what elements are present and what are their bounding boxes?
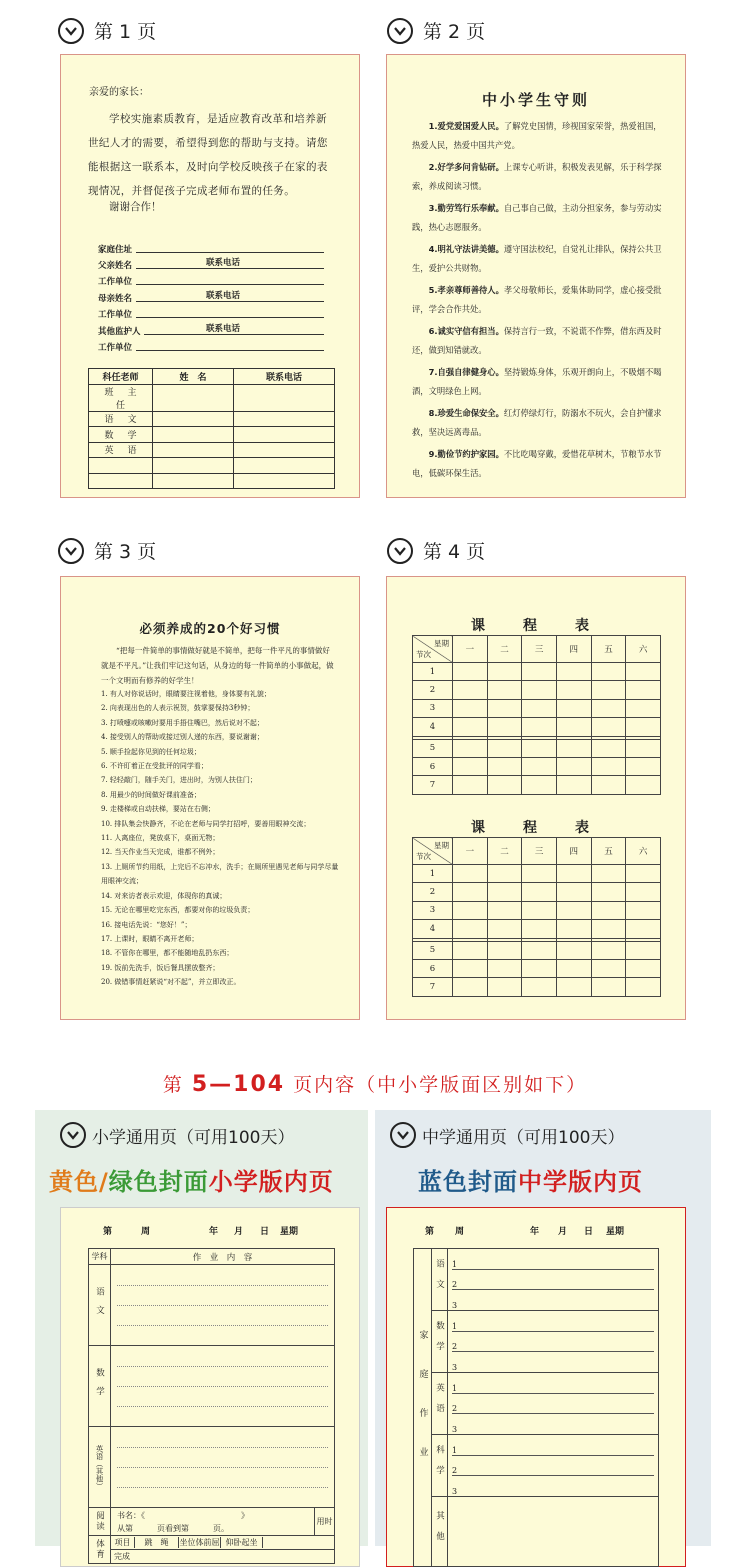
page-3 bbox=[60, 576, 360, 1020]
table-row: 3 bbox=[413, 699, 661, 717]
table-row: 7 bbox=[413, 776, 661, 794]
rule-item: 9.勤俭节约护家园。不比吃喝穿戴，爱惜花草树木，节粮节水节电，低碳环保生活。 bbox=[412, 449, 662, 478]
list-item: 20. 做错事情赶紧说“对不起”，并立即改正。 bbox=[101, 978, 241, 987]
page-3-header bbox=[58, 537, 156, 564]
table-row: 4 bbox=[413, 718, 661, 736]
field-work: 工作单位 bbox=[98, 337, 324, 353]
chevron-down-icon bbox=[387, 18, 413, 44]
chevron-down-icon bbox=[60, 1122, 86, 1148]
page-4-header bbox=[387, 537, 485, 564]
list-item: 9. 走楼梯或自动扶梯，要站在右侧； bbox=[101, 805, 215, 814]
habits-intro: “把每一件简单的事情做好就是不简单，把每一件平凡的事情做好就是不平凡。”让我们牢记这句话，从身边的每一件简单的小事做起，做一个文明而有修养的好学生！ bbox=[101, 646, 334, 685]
page-2-label: 第 2 页 bbox=[423, 21, 486, 43]
rule-item: 6.诚实守信有担当。保持言行一致，不说谎不作弊，借东西及时还，做到知错就改。 bbox=[412, 326, 662, 355]
field-work: 工作单位 bbox=[98, 304, 324, 320]
thanks: 谢谢合作！ bbox=[109, 201, 162, 213]
list-item: 19. 饭前先洗手，饭后餐具摆放整齐； bbox=[101, 963, 220, 972]
homework-table: 学科 作 业 内 容 语文 数学 英语（其他） 阅读 书名：《 》 从第 页看到第 页。 用时 体育 项目 跳 绳 坐位体前屈 仰卧起坐 完成 bbox=[88, 1248, 335, 1564]
list-item: 11. 人离座位，凳放桌下，桌面无物； bbox=[101, 834, 220, 843]
table-row: 2 bbox=[413, 681, 661, 699]
rules-title: 中小学生守则 bbox=[481, 91, 590, 109]
chevron-down-icon bbox=[390, 1122, 416, 1148]
field-mother: 母亲姓名 联系电话 bbox=[98, 288, 324, 304]
schedule-table: 星期 节次 一 二 三 四 五 六 1 2 3 4 5 6 7 bbox=[412, 837, 661, 997]
letter-body: 学校实施素质教育，是适应教育改革和培养新世纪人才的需要，希望得到您的帮助与支持。请您能根据这一联系本，及时向学校反映孩子在家的表现情况，并督促孩子完成老师布置的任务。 bbox=[88, 113, 328, 197]
primary-page bbox=[60, 1207, 360, 1567]
middle-page bbox=[386, 1207, 686, 1567]
list-item: 18. 不管你在哪里，都不能随地乱扔东西； bbox=[101, 949, 234, 958]
rule-item: 3.勤劳笃行乐奉献。自己事自己做，主动分担家务，参与劳动实践，热心志愿服务。 bbox=[412, 203, 662, 232]
rule-item: 7.自强自律健身心。坚持锻炼身体，乐观开朗向上，不吸烟不喝酒，文明绿色上网。 bbox=[412, 367, 662, 396]
page-1-label: 第 1 页 bbox=[94, 21, 157, 43]
list-item: 3. 打喷嚏或咳嗽时要用手捂住嘴巴，然后说对不起； bbox=[101, 718, 264, 727]
field-work: 工作单位 bbox=[98, 271, 324, 287]
table-row: 英语 bbox=[89, 442, 335, 458]
table-row bbox=[89, 473, 335, 489]
list-item: 14. 对来访者表示欢迎，体现你的真诚； bbox=[101, 891, 227, 900]
salutation: 亲爱的家长： bbox=[89, 87, 149, 98]
list-item: 10. 排队集会快静齐，不论在老师与同学打招呼，要善用眼神交流； bbox=[101, 819, 311, 828]
table-row: 3 bbox=[413, 901, 661, 919]
homework-table: 家庭作业 语文 1 2 3 数学 1 2 3 英语 1 2 3 科学 1 2 3 其他 bbox=[413, 1248, 659, 1567]
table-row: 语文 bbox=[89, 411, 335, 427]
schedule-table: 星期 节次 一 二 三 四 五 六 1 2 3 4 5 6 7 bbox=[412, 635, 661, 795]
section-banner: 第 5—104 页内容（中小学版面区别如下） bbox=[162, 1072, 588, 1097]
table-row: 4 bbox=[413, 920, 661, 938]
list-item: 1. 有人对你说话时，眼睛要注视着他，身体要有礼貌； bbox=[101, 690, 271, 698]
page-1-header bbox=[58, 17, 156, 44]
schedule-title: 课 程 表 bbox=[471, 618, 601, 634]
field-guardian: 其他监护人 联系电话 bbox=[98, 321, 324, 337]
field-address: 家庭住址 bbox=[98, 239, 324, 255]
table-row: 1 bbox=[413, 663, 661, 681]
list-item: 16. 接电话先说：“您好！”； bbox=[101, 920, 192, 929]
rule-item: 5.孝亲尊师善待人。孝父母敬师长，爱集体助同学，虚心接受批评，学会合作共处。 bbox=[412, 285, 662, 314]
table-row: 5 bbox=[413, 739, 661, 757]
table-row: 班主任 bbox=[89, 384, 335, 411]
middle-title: 中学通用页（可用100天） bbox=[390, 1122, 624, 1148]
rules-list bbox=[412, 117, 662, 486]
rule-item: 1.爱党爱国爱人民。了解党史国情，珍视国家荣誉，热爱祖国，热爱人民，热爱中国共产党。 bbox=[412, 121, 662, 150]
date-header: 第 周 年 月 日 星期 bbox=[425, 1227, 625, 1237]
schedule-title: 课 程 表 bbox=[471, 820, 601, 836]
page-4 bbox=[386, 576, 686, 1020]
habits-list bbox=[101, 687, 341, 990]
rule-item: 2.好学多问肯钻研。上课专心听讲，积极发表见解，乐于科学探索，养成阅读习惯。 bbox=[412, 162, 662, 191]
list-item: 6. 不许盯着正在受批评的同学看； bbox=[101, 762, 208, 771]
page-4-label: 第 4 页 bbox=[423, 541, 486, 563]
page-3-label: 第 3 页 bbox=[94, 541, 157, 563]
list-item: 2. 向表现出色的人表示祝贺，鼓掌要保持3秒钟； bbox=[101, 704, 255, 713]
table-row: 6 bbox=[413, 959, 661, 977]
list-item: 13. 上厕所节约用纸，上完后不忘冲水，洗手；在厕所里遇见老师与同学尽量用眼神交流； bbox=[101, 862, 339, 886]
list-item: 5. 顺手捡起你见到的任何垃圾； bbox=[101, 747, 201, 756]
page-1 bbox=[60, 54, 360, 498]
page-2-header bbox=[387, 17, 485, 44]
list-item: 17. 上课时，眼睛不离开老师； bbox=[101, 934, 199, 943]
chevron-down-icon bbox=[58, 18, 84, 44]
middle-cover-label: 蓝色封面中学版内页 bbox=[418, 1168, 643, 1196]
list-item: 7. 轻轻敲门，随手关门，进出时，为别人扶住门； bbox=[101, 776, 257, 785]
table-row: 数学 bbox=[89, 427, 335, 443]
rule-item: 8.珍爱生命保安全。红灯停绿灯行，防溺水不玩火，会自护懂求救，坚决远离毒品。 bbox=[412, 408, 662, 437]
chevron-down-icon bbox=[58, 538, 84, 564]
habits-title: 必须养成的20个好习惯 bbox=[139, 621, 281, 636]
teacher-table: 科任老师 姓 名 联系电话 班主任 语文 数学 英语 bbox=[88, 368, 335, 489]
primary-title: 小学通用页（可用100天） bbox=[60, 1122, 294, 1148]
primary-cover-label: 黄色/绿色封面小学版内页 bbox=[49, 1168, 334, 1196]
chevron-down-icon bbox=[387, 538, 413, 564]
rule-item: 4.明礼守法讲美德。遵守国法校纪，自觉礼让排队，保持公共卫生，爱护公共财物。 bbox=[412, 244, 662, 273]
table-row: 2 bbox=[413, 883, 661, 901]
field-father: 父亲姓名 联系电话 bbox=[98, 255, 324, 271]
page-2 bbox=[386, 54, 686, 498]
table-row bbox=[89, 458, 335, 474]
table-row: 7 bbox=[413, 978, 661, 996]
date-header: 第 周 年 月 日 星期 bbox=[103, 1227, 299, 1237]
list-item: 12. 当天作业当天完成，谁都不例外； bbox=[101, 848, 220, 857]
table-row: 5 bbox=[413, 941, 661, 959]
table-row: 1 bbox=[413, 865, 661, 883]
list-item: 8. 用最少的时间做好课前准备； bbox=[101, 790, 201, 799]
list-item: 15. 无论在哪里吃完东西，都要对你的垃圾负责； bbox=[101, 906, 255, 915]
table-row: 6 bbox=[413, 757, 661, 775]
list-item: 4. 接受别人的帮助或接过别人递的东西，要说谢谢； bbox=[101, 733, 264, 742]
